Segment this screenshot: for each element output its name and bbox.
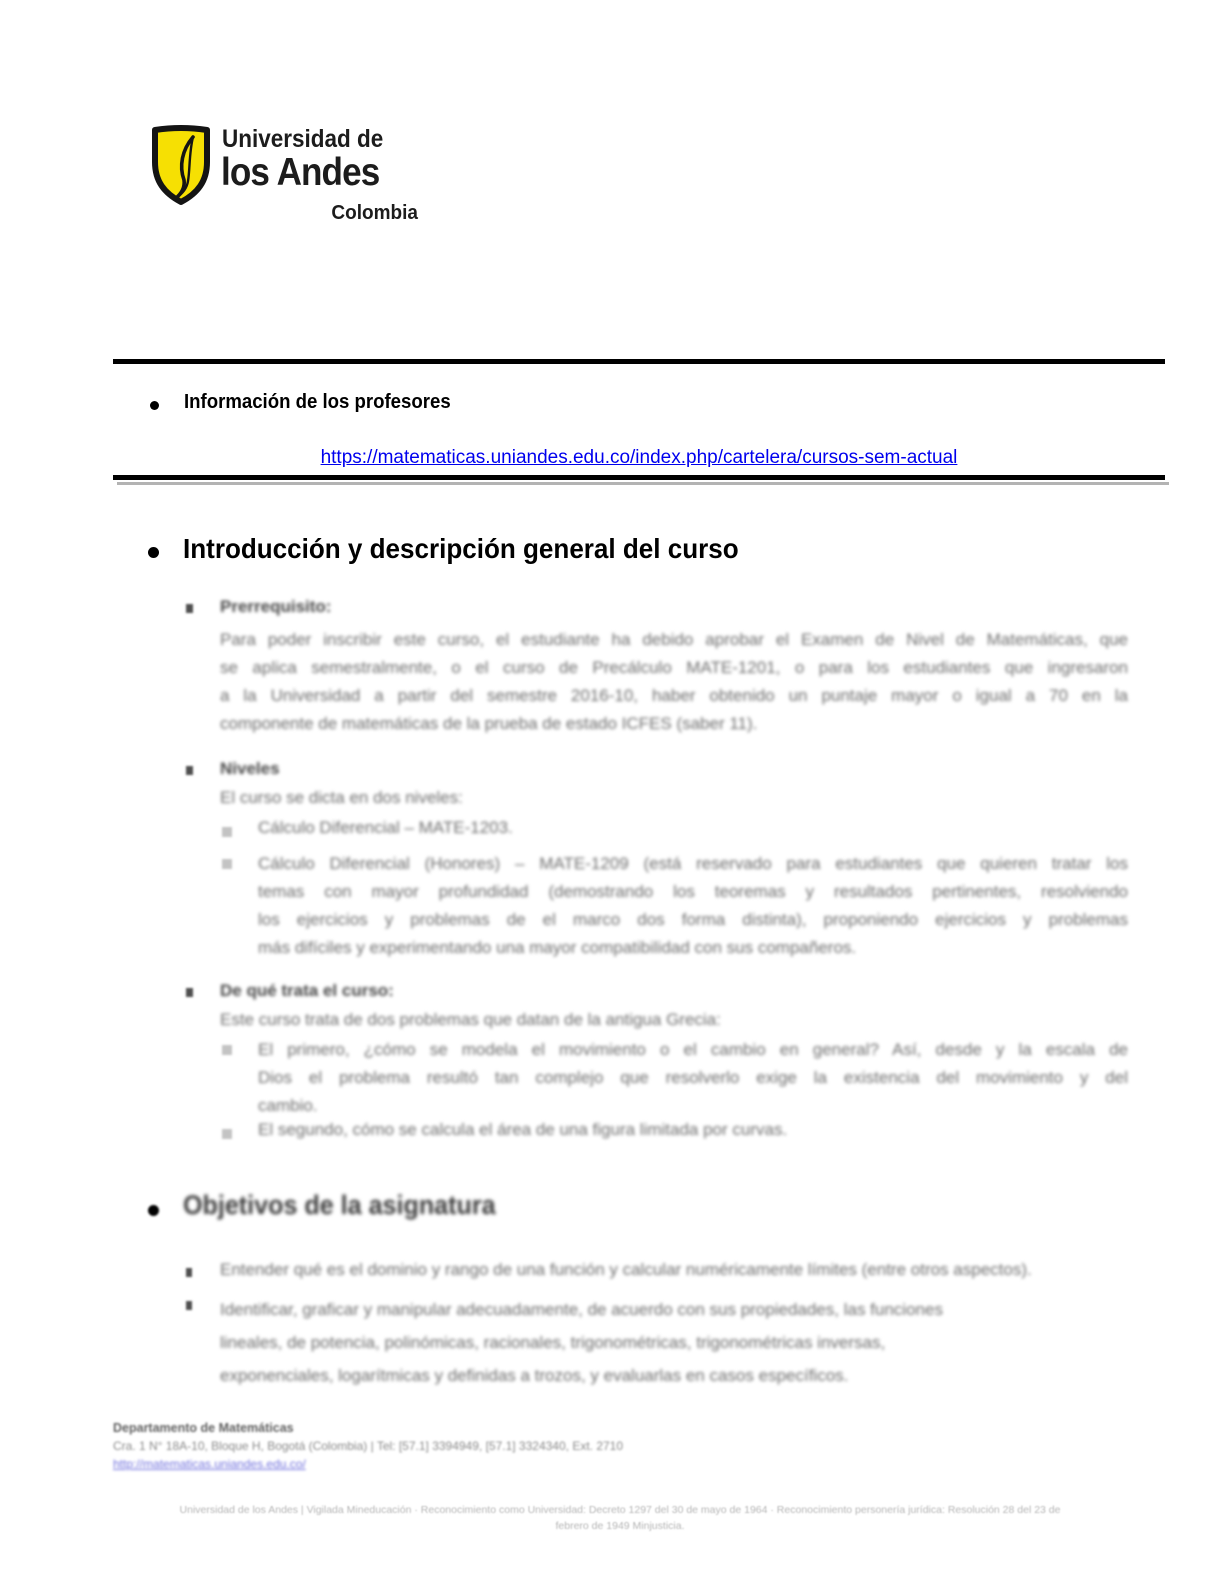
sub-bullet-icon bbox=[186, 988, 193, 997]
sub-bullet-icon bbox=[186, 766, 193, 775]
trata-label: De qué trata el curso: bbox=[220, 981, 394, 1000]
logo-wordmark-line2: los Andes bbox=[221, 151, 380, 194]
cartelera-link[interactable]: https://matematicas.uniandes.edu.co/index.php/cartelera/cursos-sem-actual bbox=[320, 447, 958, 468]
square-bullet-icon bbox=[222, 827, 232, 837]
bullet-icon bbox=[150, 401, 159, 410]
horizontal-rule-top bbox=[113, 359, 1165, 364]
footer-disclaimer: Universidad de los Andes | Vigilada Mineducación · Reconocimiento como Universidad: Decreto 1297 del 30 de mayo de 1964 · Reconocimiento personería jurídica: Resolución 28 del 23 de febrero de 1949 Minjusticia. bbox=[179, 1504, 1061, 1532]
niveles-intro: El curso se dicta en dos niveles: bbox=[220, 788, 463, 807]
horizontal-rule-shadow bbox=[117, 482, 1169, 485]
profesores-label: Información de los profesores bbox=[184, 391, 451, 413]
prerrequisito-label: Prerrequisito: bbox=[220, 597, 332, 616]
footer-department: Departamento de Matemáticas bbox=[113, 1421, 294, 1435]
objetivos-item2-paragraph: Identificar, graficar y manipular adecuadamente, de acuerdo con sus propiedades, las funciones lineales, de potencia, polinómicas, racionales, trigonométricas, trigonométricas inversas, exponenciales, logarítmicas y definidas a trozos, y evaluarlas en casos específicos. bbox=[220, 1300, 943, 1385]
objetivos-item1: Entender qué es el dominio y rango de una función y calcular numéricamente límites (entre otros aspectos). bbox=[220, 1260, 1032, 1279]
intro-heading: Introducción y descripción general del curso bbox=[183, 533, 739, 564]
trata-item2: El segundo, cómo se calcula el área de una figura limitada por curvas. bbox=[258, 1120, 788, 1139]
square-bullet-icon bbox=[222, 1129, 232, 1139]
footer-address: Cra. 1 N° 18A-10, Bloque H, Bogotá (Colombia) | Tel: [57.1] 3394949, [57.1] 3324340, Ext. 2710 bbox=[113, 1439, 624, 1453]
niveles-item1: Cálculo Diferencial – MATE-1203. bbox=[258, 818, 513, 837]
trata-intro: Este curso trata de dos problemas que datan de la antigua Grecia: bbox=[220, 1010, 721, 1029]
sub-bullet-icon bbox=[186, 604, 193, 613]
sub-bullet-icon bbox=[186, 1268, 192, 1277]
bullet-icon bbox=[148, 1205, 159, 1216]
objetivos-heading: Objetivos de la asignatura bbox=[183, 1190, 496, 1220]
sub-bullet-icon bbox=[186, 1301, 192, 1310]
niveles-item2-paragraph: Cálculo Diferencial (Honores) – MATE-1209 (está reservado para estudiantes que quieren tratar los temas con mayor profundidad (demostrando los teoremas y resultados pertinentes, resolviendo los ejercicios y problemas de el marco dos forma distinta), proponiendo ejercicios y problemas más difíciles y experimentando una mayor compatibilidad con sus compañeros. bbox=[258, 854, 1128, 957]
niveles-label: Niveles bbox=[220, 759, 280, 778]
footer-link[interactable]: http://matematicas.uniandes.edu.co/ bbox=[113, 1457, 306, 1471]
trata-item1-paragraph: El primero, ¿cómo se modela el movimiento o el cambio en general? Así, desde y la escala de Dios el problema resultó tan complejo que resolverlo exige la existencia del movimiento y del cambio. bbox=[258, 1040, 1128, 1115]
bullet-icon bbox=[148, 547, 159, 558]
logo-wordmark-line3: Colombia bbox=[331, 202, 418, 224]
square-bullet-icon bbox=[222, 859, 232, 869]
profesores-link-row bbox=[113, 447, 1165, 469]
uniandes-shield-icon bbox=[148, 124, 214, 208]
square-bullet-icon bbox=[222, 1045, 232, 1055]
horizontal-rule-bottom bbox=[113, 475, 1165, 480]
prerrequisito-paragraph: Para poder inscribir este curso, el estudiante ha debido aprobar el Examen de Nivel de Matemáticas, que se aplica semestralmente, o el curso de Precálculo MATE-1201, o para los estudiantes que ingresaron a la Universidad a partir del semestre 2016-10, haber obtenido un puntaje mayor o igual a 70 en la componente de matemáticas de la prueba de estado ICFES (saber 11). bbox=[220, 630, 1128, 733]
logo-wordmark-line1: Universidad de bbox=[222, 125, 384, 153]
